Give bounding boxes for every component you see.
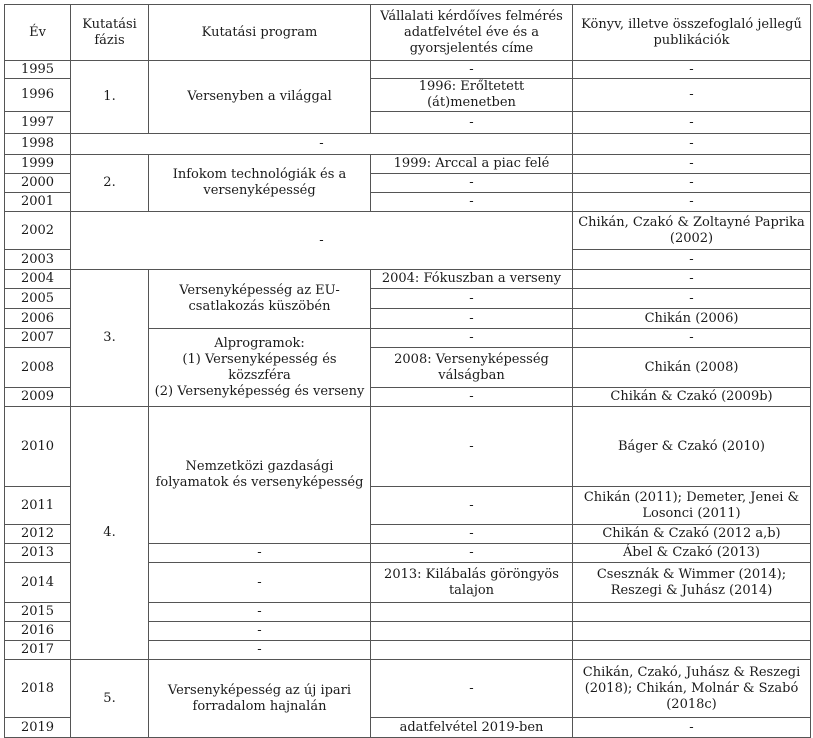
book-cell: -	[573, 79, 811, 112]
year-cell: 2003	[5, 250, 71, 270]
survey-cell: -	[371, 61, 573, 79]
year-cell: 2008	[5, 348, 71, 388]
year-cell: 2018	[5, 660, 71, 718]
survey-cell	[371, 622, 573, 641]
table-row	[5, 134, 811, 155]
year-cell: 2000	[5, 174, 71, 193]
merged-empty-cell: -	[71, 134, 573, 155]
program-cell: -	[149, 622, 371, 641]
book-cell	[573, 603, 811, 622]
phase-cell: 5.	[71, 660, 149, 738]
program-cell: Versenyképesség az új ipari forradalom hajnalán	[149, 660, 371, 738]
phase-cell: 2.	[71, 155, 149, 212]
program-cell: Versenyképesség az EU- csatlakozás küszöbén	[149, 270, 371, 329]
header-row	[5, 5, 811, 61]
book-cell: Báger & Czakó (2010)	[573, 407, 811, 487]
year-cell: 2014	[5, 563, 71, 603]
survey-cell: 1999: Arccal a piac felé	[371, 155, 573, 174]
book-cell: -	[573, 329, 811, 348]
year-cell: 1998	[5, 134, 71, 155]
survey-cell: -	[371, 388, 573, 407]
survey-cell: -	[371, 174, 573, 193]
year-cell: 2004	[5, 270, 71, 289]
table-row	[5, 270, 811, 289]
year-cell: 2010	[5, 407, 71, 487]
phase-cell: 3.	[71, 270, 149, 407]
table-row	[5, 212, 811, 250]
table-row	[5, 660, 811, 718]
book-cell: Chikán (2008)	[573, 348, 811, 388]
research-program-table	[4, 4, 811, 738]
program-cell: Alprogramok: (1) Versenyképesség és közszféra (2) Versenyképesség és verseny	[149, 329, 371, 407]
merged-empty-cell: -	[71, 212, 573, 270]
book-cell: -	[573, 289, 811, 309]
survey-cell: -	[371, 525, 573, 544]
header-ev: Év	[5, 5, 71, 61]
year-cell: 2012	[5, 525, 71, 544]
book-cell: -	[573, 718, 811, 738]
survey-cell: 1996: Erőltetett (át)menetben	[371, 79, 573, 112]
program-cell: -	[149, 603, 371, 622]
survey-cell: -	[371, 487, 573, 525]
book-cell: Ábel & Czakó (2013)	[573, 544, 811, 563]
book-cell: -	[573, 174, 811, 193]
year-cell: 2005	[5, 289, 71, 309]
book-cell: -	[573, 193, 811, 212]
survey-cell: -	[371, 309, 573, 329]
book-cell: -	[573, 250, 811, 270]
survey-cell: adatfelvétel 2019-ben	[371, 718, 573, 738]
year-cell: 1996	[5, 79, 71, 112]
book-cell: -	[573, 61, 811, 79]
survey-cell: -	[371, 407, 573, 487]
year-cell: 2006	[5, 309, 71, 329]
year-cell: 2016	[5, 622, 71, 641]
book-cell: Chikán, Czakó, Juhász & Reszegi (2018); Chikán, Molnár & Szabó (2018c)	[573, 660, 811, 718]
program-cell: Versenyben a világgal	[149, 61, 371, 134]
program-cell: -	[149, 544, 371, 563]
year-cell: 2001	[5, 193, 71, 212]
book-cell	[573, 641, 811, 660]
survey-cell: -	[371, 193, 573, 212]
book-cell: -	[573, 112, 811, 134]
book-cell: Chikán, Czakó & Zoltayné Paprika (2002)	[573, 212, 811, 250]
table-row	[5, 407, 811, 487]
year-cell: 2017	[5, 641, 71, 660]
program-cell: -	[149, 641, 371, 660]
book-cell: -	[573, 270, 811, 289]
year-cell: 1997	[5, 112, 71, 134]
survey-cell: -	[371, 112, 573, 134]
year-cell: 1999	[5, 155, 71, 174]
header-felmeres: Vállalati kérdőíves felmérés adatfelvétel éve és a gyorsjelentés címe	[371, 5, 573, 61]
program-cell: Nemzetközi gazdasági folyamatok és versenyképesség	[149, 407, 371, 544]
book-cell: Chikán (2006)	[573, 309, 811, 329]
year-cell: 2011	[5, 487, 71, 525]
survey-cell: -	[371, 660, 573, 718]
survey-cell	[371, 603, 573, 622]
program-cell: Infokom technológiák és a versenyképesség	[149, 155, 371, 212]
survey-cell: -	[371, 544, 573, 563]
book-cell	[573, 622, 811, 641]
year-cell: 2002	[5, 212, 71, 250]
survey-cell: 2004: Fókuszban a verseny	[371, 270, 573, 289]
year-cell: 2015	[5, 603, 71, 622]
book-cell: Chikán & Czakó (2009b)	[573, 388, 811, 407]
program-cell: -	[149, 563, 371, 603]
year-cell: 2019	[5, 718, 71, 738]
book-cell: Chikán & Czakó (2012 a,b)	[573, 525, 811, 544]
table-row	[5, 61, 811, 79]
phase-cell: 4.	[71, 407, 149, 660]
survey-cell: -	[371, 289, 573, 309]
survey-cell: -	[371, 329, 573, 348]
header-fazis: Kutatási fázis	[71, 5, 149, 61]
book-cell: Csesznák & Wimmer (2014); Reszegi & Juhász (2014)	[573, 563, 811, 603]
phase-cell: 1.	[71, 61, 149, 134]
header-program: Kutatási program	[149, 5, 371, 61]
survey-cell: 2008: Versenyképesség válságban	[371, 348, 573, 388]
book-cell: Chikán (2011); Demeter, Jenei & Losonci (2011)	[573, 487, 811, 525]
book-cell: -	[573, 134, 811, 155]
year-cell: 1995	[5, 61, 71, 79]
survey-cell	[371, 641, 573, 660]
table-row	[5, 155, 811, 174]
survey-cell: 2013: Kilábalás göröngyös talajon	[371, 563, 573, 603]
header-konyv: Könyv, illetve összefoglaló jellegű publikációk	[573, 5, 811, 61]
year-cell: 2013	[5, 544, 71, 563]
book-cell: -	[573, 155, 811, 174]
year-cell: 2007	[5, 329, 71, 348]
year-cell: 2009	[5, 388, 71, 407]
